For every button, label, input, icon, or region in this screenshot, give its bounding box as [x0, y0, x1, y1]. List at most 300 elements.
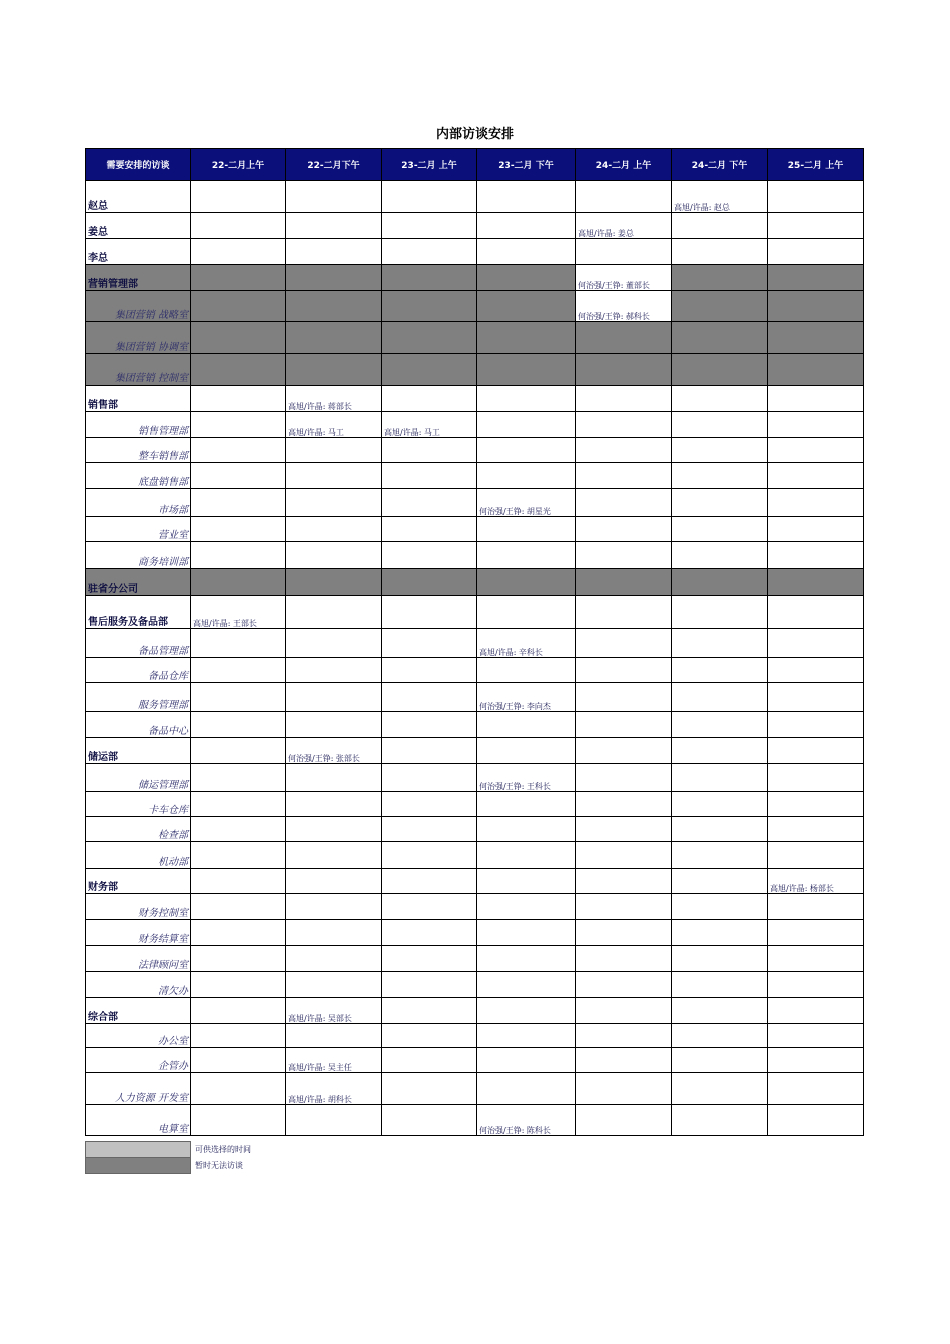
table-row — [86, 629, 864, 658]
schedule-cell[interactable] — [477, 738, 576, 764]
row-label: 清欠办 — [86, 972, 191, 998]
schedule-cell[interactable] — [768, 322, 864, 354]
schedule-cell[interactable]: 高旭/许晶: 辛科长 — [477, 629, 576, 658]
schedule-cell[interactable] — [286, 920, 382, 946]
schedule-cell[interactable] — [576, 569, 672, 596]
schedule-cell[interactable] — [672, 738, 768, 764]
schedule-cell[interactable] — [768, 764, 864, 792]
schedule-cell[interactable] — [477, 542, 576, 569]
schedule-cell[interactable] — [672, 1105, 768, 1136]
header-row — [86, 149, 864, 181]
schedule-cell[interactable] — [477, 412, 576, 438]
table-row — [86, 1048, 864, 1073]
schedule-cell[interactable]: 高旭/许晶: 王部长 — [191, 596, 286, 629]
schedule-cell[interactable] — [672, 920, 768, 946]
schedule-cell[interactable] — [576, 712, 672, 738]
schedule-cell[interactable] — [191, 972, 286, 998]
schedule-cell[interactable] — [768, 542, 864, 569]
schedule-cell[interactable]: 何治强/王铮: 王科长 — [477, 764, 576, 792]
schedule-cell[interactable] — [191, 842, 286, 869]
table-row — [86, 683, 864, 712]
schedule-cell[interactable] — [286, 354, 382, 386]
schedule-cell[interactable] — [768, 998, 864, 1024]
table-row — [86, 712, 864, 738]
schedule-cell[interactable] — [477, 920, 576, 946]
schedule-cell[interactable] — [768, 1073, 864, 1105]
schedule-cell[interactable] — [672, 596, 768, 629]
schedule-cell[interactable] — [576, 920, 672, 946]
schedule-cell[interactable] — [191, 738, 286, 764]
schedule-cell[interactable] — [382, 322, 477, 354]
schedule-cell[interactable] — [672, 792, 768, 817]
schedule-cell[interactable] — [191, 658, 286, 683]
table-row — [86, 972, 864, 998]
table-row — [86, 842, 864, 869]
table-row — [86, 738, 864, 764]
row-label: 企管办 — [86, 1048, 191, 1073]
schedule-cell[interactable] — [191, 322, 286, 354]
schedule-cell[interactable] — [477, 463, 576, 489]
schedule-cell[interactable] — [768, 1048, 864, 1073]
schedule-cell[interactable] — [672, 239, 768, 265]
table-row — [86, 946, 864, 972]
schedule-cell[interactable] — [576, 463, 672, 489]
schedule-cell[interactable] — [477, 894, 576, 920]
schedule-cell[interactable] — [191, 463, 286, 489]
schedule-cell[interactable]: 何治强/王铮: 张部长 — [286, 738, 382, 764]
schedule-cell[interactable] — [672, 542, 768, 569]
schedule-cell[interactable] — [576, 842, 672, 869]
schedule-cell[interactable] — [382, 658, 477, 683]
table-row — [86, 412, 864, 438]
schedule-cell[interactable] — [191, 291, 286, 322]
schedule-cell[interactable] — [382, 489, 477, 517]
page-title: 内部访谈安排 — [435, 127, 514, 142]
schedule-cell[interactable] — [576, 972, 672, 998]
row-label: 集团营销 战略室 — [86, 291, 191, 322]
schedule-cell[interactable]: 何治强/王铮: 胡星光 — [477, 489, 576, 517]
schedule-cell[interactable] — [286, 712, 382, 738]
schedule-cell[interactable] — [672, 291, 768, 322]
schedule-cell[interactable] — [576, 354, 672, 386]
schedule-cell[interactable] — [477, 517, 576, 542]
schedule-cell[interactable] — [286, 972, 382, 998]
schedule-cell[interactable] — [768, 946, 864, 972]
schedule-cell[interactable]: 高旭/许晶: 赵总 — [672, 181, 768, 213]
schedule-cell[interactable] — [382, 920, 477, 946]
schedule-cell[interactable] — [286, 1024, 382, 1048]
schedule-cell[interactable] — [576, 1105, 672, 1136]
schedule-cell[interactable] — [672, 438, 768, 463]
schedule-cell[interactable] — [191, 683, 286, 712]
schedule-cell[interactable] — [286, 946, 382, 972]
schedule-cell[interactable] — [672, 629, 768, 658]
schedule-cell[interactable] — [382, 463, 477, 489]
schedule-cell[interactable] — [286, 764, 382, 792]
schedule-cell[interactable] — [286, 658, 382, 683]
schedule-cell[interactable] — [672, 322, 768, 354]
schedule-cell[interactable] — [672, 489, 768, 517]
schedule-cell[interactable]: 何治强/王铮: 陈科长 — [477, 1105, 576, 1136]
schedule-cell[interactable] — [191, 438, 286, 463]
schedule-cell[interactable] — [477, 181, 576, 213]
schedule-cell[interactable] — [477, 322, 576, 354]
header-slot-2: 23-二月 上午 — [382, 149, 477, 181]
schedule-cell[interactable] — [382, 542, 477, 569]
schedule-cell[interactable] — [672, 1024, 768, 1048]
schedule-cell[interactable] — [286, 629, 382, 658]
header-slot-4: 24-二月 上午 — [576, 149, 672, 181]
schedule-cell[interactable] — [768, 629, 864, 658]
schedule-cell[interactable] — [768, 265, 864, 291]
schedule-cell[interactable] — [191, 998, 286, 1024]
schedule-cell[interactable] — [576, 998, 672, 1024]
schedule-cell[interactable] — [382, 569, 477, 596]
schedule-cell[interactable] — [768, 412, 864, 438]
schedule-cell[interactable]: 高旭/许晶: 吴主任 — [286, 1048, 382, 1073]
schedule-cell[interactable] — [286, 265, 382, 291]
schedule-cell[interactable] — [672, 265, 768, 291]
schedule-cell[interactable] — [382, 1105, 477, 1136]
schedule-cell[interactable] — [768, 489, 864, 517]
schedule-cell[interactable] — [576, 738, 672, 764]
table-row — [86, 569, 864, 596]
schedule-cell[interactable]: 高旭/许晶: 蒋部长 — [286, 386, 382, 412]
schedule-cell[interactable] — [286, 322, 382, 354]
schedule-cell[interactable] — [191, 213, 286, 239]
schedule-cell[interactable] — [768, 386, 864, 412]
schedule-cell[interactable] — [286, 869, 382, 894]
row-label: 集团营销 控制室 — [86, 354, 191, 386]
schedule-cell[interactable] — [672, 869, 768, 894]
schedule-cell[interactable] — [382, 683, 477, 712]
schedule-cell[interactable] — [191, 354, 286, 386]
schedule-cell[interactable] — [286, 894, 382, 920]
schedule-cell[interactable] — [382, 517, 477, 542]
schedule-cell[interactable] — [576, 683, 672, 712]
schedule-cell[interactable] — [191, 817, 286, 842]
table-row — [86, 894, 864, 920]
schedule-cell[interactable] — [191, 542, 286, 569]
schedule-cell[interactable] — [576, 181, 672, 213]
schedule-cell[interactable] — [576, 596, 672, 629]
schedule-cell[interactable] — [191, 517, 286, 542]
schedule-cell[interactable] — [672, 764, 768, 792]
schedule-cell[interactable] — [672, 817, 768, 842]
row-label: 电算室 — [86, 1105, 191, 1136]
schedule-cell[interactable] — [382, 764, 477, 792]
schedule-cell[interactable] — [576, 946, 672, 972]
schedule-cell[interactable]: 何治强/王铮: 李向杰 — [477, 683, 576, 712]
table-row — [86, 463, 864, 489]
schedule-cell[interactable] — [477, 817, 576, 842]
schedule-cell[interactable] — [768, 972, 864, 998]
schedule-cell[interactable] — [576, 438, 672, 463]
row-label: 商务培训部 — [86, 542, 191, 569]
schedule-cell[interactable] — [191, 569, 286, 596]
schedule-cell[interactable] — [382, 738, 477, 764]
schedule-cell[interactable] — [477, 438, 576, 463]
schedule-cell[interactable] — [576, 869, 672, 894]
row-label: 驻省分公司 — [86, 569, 191, 596]
schedule-cell[interactable]: 高旭/许晶: 吴部长 — [286, 998, 382, 1024]
schedule-cell[interactable] — [477, 972, 576, 998]
schedule-cell[interactable] — [191, 265, 286, 291]
schedule-cell[interactable] — [768, 463, 864, 489]
row-label: 办公室 — [86, 1024, 191, 1048]
schedule-cell[interactable] — [768, 792, 864, 817]
table-row — [86, 213, 864, 239]
table-row — [86, 1073, 864, 1105]
row-label: 人力资源 开发室 — [86, 1073, 191, 1105]
schedule-cell[interactable] — [576, 658, 672, 683]
schedule-cell[interactable] — [191, 489, 286, 517]
schedule-cell[interactable] — [768, 683, 864, 712]
schedule-cell[interactable] — [191, 1048, 286, 1073]
schedule-cell[interactable] — [477, 1024, 576, 1048]
schedule-cell[interactable]: 高旭/许晶: 姜总 — [576, 213, 672, 239]
schedule-cell[interactable] — [576, 1048, 672, 1073]
schedule-cell[interactable] — [382, 181, 477, 213]
schedule-cell[interactable] — [382, 869, 477, 894]
schedule-cell[interactable] — [672, 998, 768, 1024]
legend-item — [85, 1141, 251, 1158]
schedule-cell[interactable] — [768, 596, 864, 629]
schedule-cell[interactable] — [576, 489, 672, 517]
schedule-cell[interactable] — [768, 894, 864, 920]
schedule-cell[interactable] — [286, 239, 382, 265]
schedule-cell[interactable] — [382, 629, 477, 658]
schedule-cell[interactable] — [477, 239, 576, 265]
schedule-cell[interactable] — [576, 517, 672, 542]
schedule-cell[interactable]: 高旭/许晶: 杨部长 — [768, 869, 864, 894]
schedule-cell[interactable] — [382, 817, 477, 842]
schedule-cell[interactable] — [382, 291, 477, 322]
schedule-cell[interactable] — [477, 946, 576, 972]
schedule-cell[interactable] — [672, 683, 768, 712]
schedule-cell[interactable] — [576, 894, 672, 920]
schedule-cell[interactable] — [768, 817, 864, 842]
schedule-cell[interactable] — [477, 213, 576, 239]
schedule-cell[interactable] — [477, 265, 576, 291]
table-row — [86, 354, 864, 386]
schedule-cell[interactable] — [191, 869, 286, 894]
schedule-cell[interactable] — [382, 265, 477, 291]
schedule-cell[interactable] — [477, 596, 576, 629]
schedule-cell[interactable] — [382, 712, 477, 738]
schedule-cell[interactable] — [576, 239, 672, 265]
schedule-cell[interactable] — [191, 629, 286, 658]
schedule-cell[interactable] — [477, 569, 576, 596]
schedule-cell[interactable] — [768, 354, 864, 386]
schedule-cell[interactable] — [576, 412, 672, 438]
row-label: 销售部 — [86, 386, 191, 412]
schedule-cell[interactable] — [768, 438, 864, 463]
schedule-cell[interactable] — [286, 489, 382, 517]
schedule-cell[interactable] — [477, 792, 576, 817]
schedule-cell[interactable] — [768, 1105, 864, 1136]
schedule-cell[interactable] — [672, 972, 768, 998]
schedule-cell[interactable] — [672, 517, 768, 542]
schedule-cell[interactable] — [768, 239, 864, 265]
legend-swatch — [85, 1157, 191, 1174]
schedule-cell[interactable] — [477, 842, 576, 869]
schedule-cell[interactable]: 高旭/许晶: 马工 — [286, 412, 382, 438]
schedule-cell[interactable] — [672, 354, 768, 386]
table-row — [86, 1024, 864, 1048]
schedule-cell[interactable] — [672, 894, 768, 920]
schedule-cell[interactable] — [286, 817, 382, 842]
schedule-cell[interactable]: 何治强/王铮: 郝科长 — [576, 291, 672, 322]
row-label: 财务部 — [86, 869, 191, 894]
schedule-cell[interactable] — [382, 1048, 477, 1073]
schedule-cell[interactable]: 高旭/许晶: 胡科长 — [286, 1073, 382, 1105]
row-label: 法律顾问室 — [86, 946, 191, 972]
schedule-cell[interactable] — [672, 569, 768, 596]
schedule-cell[interactable] — [191, 792, 286, 817]
schedule-cell[interactable] — [768, 842, 864, 869]
row-label: 储运管理部 — [86, 764, 191, 792]
schedule-cell[interactable] — [477, 291, 576, 322]
schedule-cell[interactable] — [191, 1073, 286, 1105]
schedule-cell[interactable] — [672, 1073, 768, 1105]
schedule-cell[interactable] — [382, 239, 477, 265]
schedule-cell[interactable] — [672, 946, 768, 972]
schedule-cell[interactable] — [191, 239, 286, 265]
schedule-cell[interactable] — [286, 569, 382, 596]
schedule-cell[interactable] — [382, 213, 477, 239]
schedule-cell[interactable] — [191, 712, 286, 738]
row-label: 营销管理部 — [86, 265, 191, 291]
schedule-cell[interactable] — [672, 386, 768, 412]
schedule-cell[interactable] — [286, 542, 382, 569]
row-label: 集团营销 协调室 — [86, 322, 191, 354]
schedule-cell[interactable] — [477, 712, 576, 738]
schedule-cell[interactable] — [191, 181, 286, 213]
header-slot-3: 23-二月 下午 — [477, 149, 576, 181]
schedule-cell[interactable] — [191, 920, 286, 946]
schedule-cell[interactable] — [768, 920, 864, 946]
schedule-cell[interactable] — [382, 792, 477, 817]
schedule-cell[interactable] — [576, 1073, 672, 1105]
schedule-cell[interactable] — [576, 817, 672, 842]
schedule-cell[interactable] — [576, 386, 672, 412]
row-label: 姜总 — [86, 213, 191, 239]
schedule-cell[interactable] — [286, 438, 382, 463]
schedule-cell[interactable] — [768, 1024, 864, 1048]
schedule-cell[interactable] — [477, 998, 576, 1024]
schedule-cell[interactable] — [191, 412, 286, 438]
schedule-cell[interactable] — [286, 792, 382, 817]
schedule-cell[interactable] — [286, 1105, 382, 1136]
legend-item — [85, 1157, 243, 1174]
schedule-cell[interactable] — [191, 1024, 286, 1048]
header-slot-0: 22-二月上午 — [191, 149, 286, 181]
schedule-cell[interactable] — [286, 181, 382, 213]
schedule-cell[interactable] — [768, 712, 864, 738]
schedule-cell[interactable] — [576, 322, 672, 354]
table-row — [86, 596, 864, 629]
schedule-cell[interactable] — [382, 596, 477, 629]
schedule-cell[interactable] — [382, 1073, 477, 1105]
schedule-cell[interactable] — [382, 1024, 477, 1048]
schedule-cell[interactable] — [768, 291, 864, 322]
schedule-cell[interactable] — [672, 213, 768, 239]
schedule-cell[interactable] — [672, 712, 768, 738]
schedule-cell[interactable] — [382, 354, 477, 386]
schedule-cell[interactable] — [382, 998, 477, 1024]
schedule-cell[interactable] — [672, 842, 768, 869]
table-row — [86, 658, 864, 683]
legend-label: 可供选择的时间 — [195, 1145, 251, 1154]
schedule-cell[interactable]: 何治强/王铮: 董部长 — [576, 265, 672, 291]
schedule-cell[interactable] — [286, 517, 382, 542]
schedule-cell[interactable] — [672, 1048, 768, 1073]
schedule-cell[interactable] — [768, 569, 864, 596]
schedule-cell[interactable] — [477, 1073, 576, 1105]
table-row — [86, 1105, 864, 1136]
schedule-cell[interactable] — [768, 658, 864, 683]
table-row — [86, 438, 864, 463]
row-label: 备品仓库 — [86, 658, 191, 683]
schedule-cell[interactable] — [286, 842, 382, 869]
schedule-cell[interactable] — [191, 946, 286, 972]
schedule-cell[interactable] — [382, 842, 477, 869]
schedule-cell[interactable] — [672, 463, 768, 489]
schedule-cell[interactable] — [382, 438, 477, 463]
schedule-cell[interactable] — [477, 1048, 576, 1073]
schedule-cell[interactable] — [477, 354, 576, 386]
schedule-cell[interactable] — [191, 894, 286, 920]
schedule-cell[interactable] — [382, 386, 477, 412]
row-label: 财务结算室 — [86, 920, 191, 946]
table-row — [86, 817, 864, 842]
schedule-cell[interactable] — [576, 629, 672, 658]
table-row — [86, 386, 864, 412]
schedule-cell[interactable] — [768, 517, 864, 542]
schedule-cell[interactable] — [672, 658, 768, 683]
schedule-cell[interactable] — [286, 213, 382, 239]
schedule-cell[interactable] — [768, 738, 864, 764]
schedule-cell[interactable] — [576, 542, 672, 569]
schedule-cell[interactable] — [286, 596, 382, 629]
schedule-cell[interactable] — [286, 291, 382, 322]
schedule-cell[interactable] — [191, 764, 286, 792]
schedule-cell[interactable] — [768, 181, 864, 213]
schedule-cell[interactable] — [576, 1024, 672, 1048]
schedule-cell[interactable] — [382, 972, 477, 998]
schedule-cell[interactable] — [477, 869, 576, 894]
schedule-cell[interactable] — [382, 894, 477, 920]
schedule-cell[interactable] — [576, 764, 672, 792]
schedule-cell[interactable] — [477, 658, 576, 683]
header-slot-1: 22-二月下午 — [286, 149, 382, 181]
table-row — [86, 764, 864, 792]
table-row — [86, 792, 864, 817]
schedule-cell[interactable] — [576, 792, 672, 817]
schedule-cell[interactable] — [286, 463, 382, 489]
schedule-cell[interactable]: 高旭/许晶: 马工 — [382, 412, 477, 438]
row-label: 检查部 — [86, 817, 191, 842]
table-row — [86, 181, 864, 213]
schedule-cell[interactable] — [286, 683, 382, 712]
schedule-cell[interactable] — [191, 1105, 286, 1136]
schedule-cell[interactable] — [382, 946, 477, 972]
schedule-cell[interactable] — [477, 386, 576, 412]
schedule-cell[interactable] — [191, 386, 286, 412]
schedule-cell[interactable] — [672, 412, 768, 438]
schedule-cell[interactable] — [768, 213, 864, 239]
